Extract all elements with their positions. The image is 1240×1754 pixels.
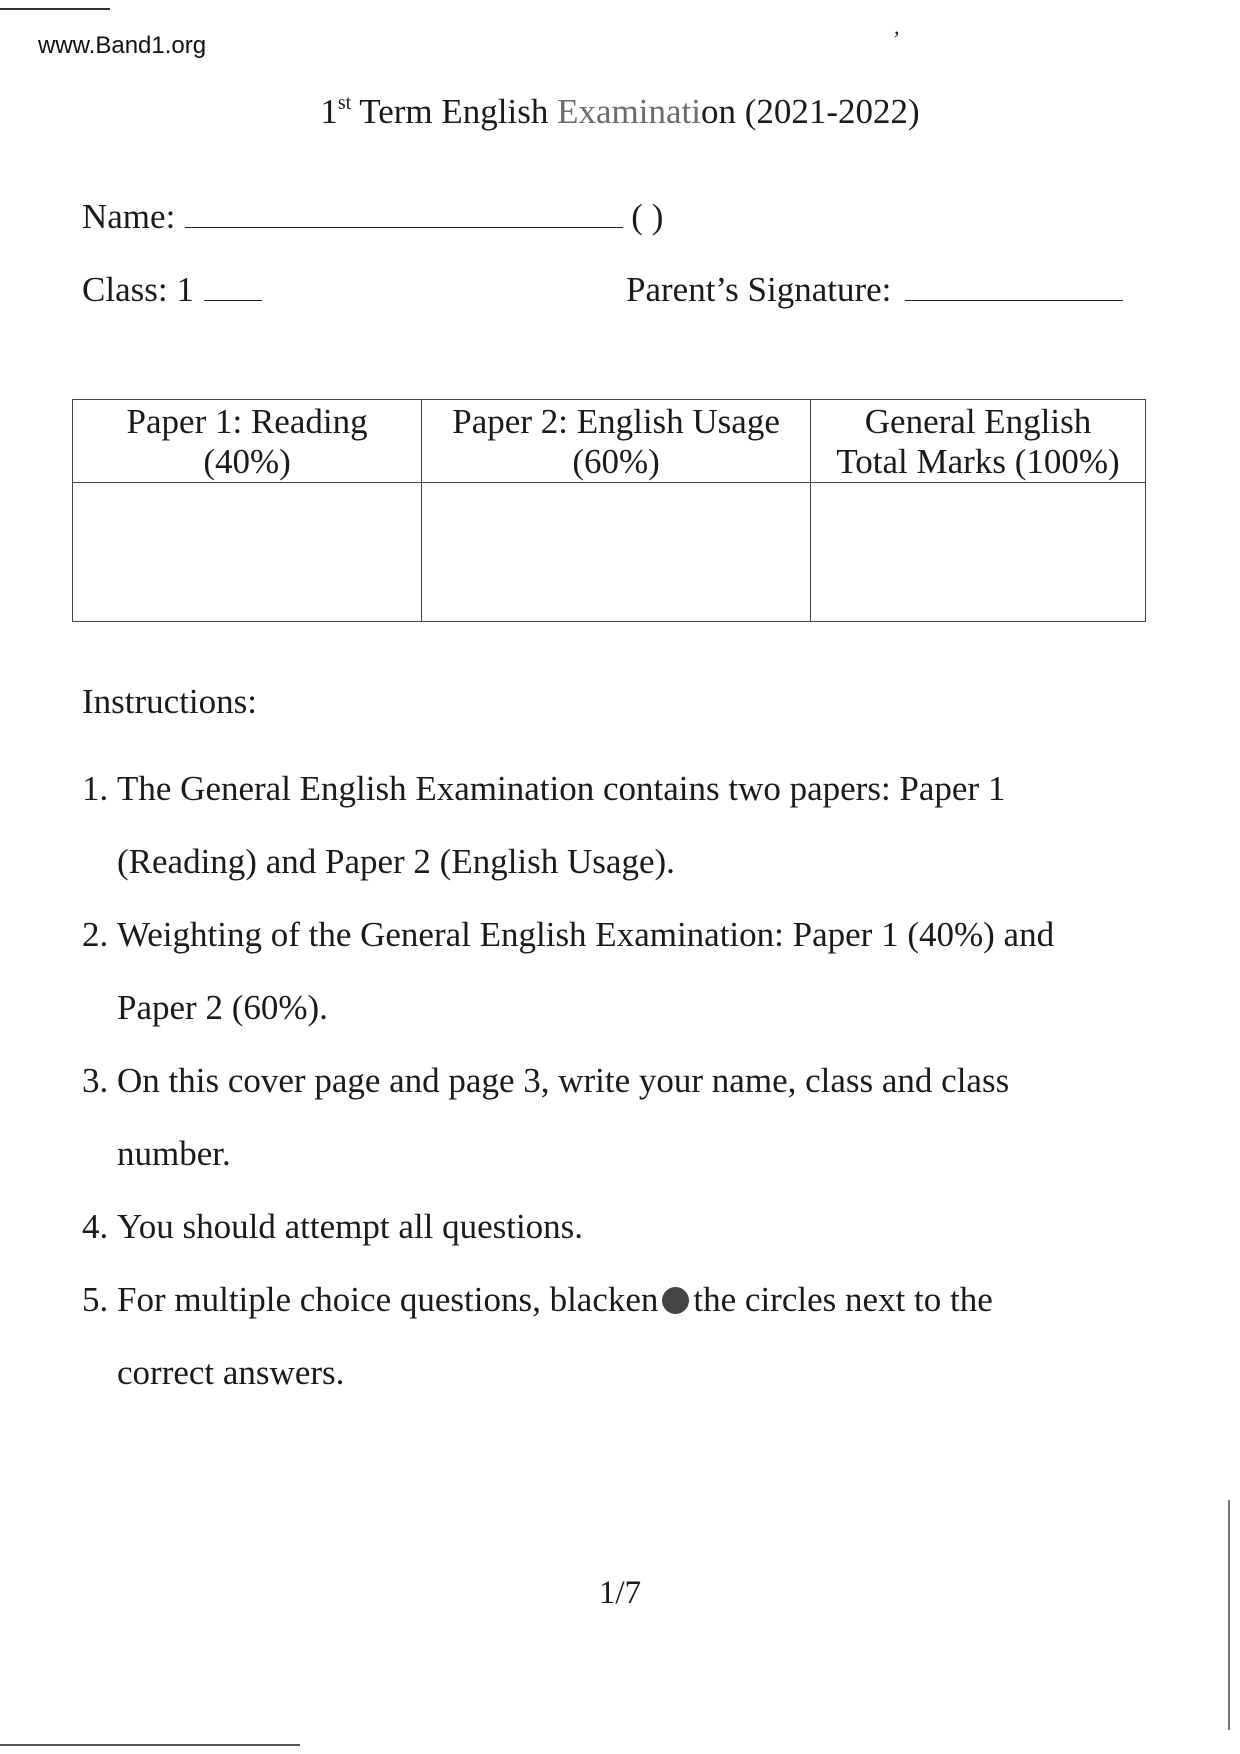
paper-1-header-line-1: Paper 1: Reading	[126, 402, 368, 441]
instruction-line: Weighting of the General English Examination: Paper 1 (40%) and	[117, 915, 1055, 954]
scan-edge-top	[0, 8, 110, 10]
total-score-cell[interactable]	[811, 483, 1146, 622]
title-part-1: Term English	[351, 92, 558, 131]
instruction-number: 1.	[82, 769, 109, 808]
site-url: www.Band1.org	[38, 32, 207, 59]
instruction-line: You should attempt all questions.	[117, 1207, 584, 1246]
instruction-item	[82, 1044, 1132, 1190]
scan-edge-bottom	[0, 1744, 300, 1746]
exam-title	[0, 92, 1240, 132]
instruction-item	[82, 1263, 1132, 1409]
total-marks-header-line-2: Total Marks (100%)	[836, 442, 1120, 481]
instruction-line: Paper 2 (60%).	[117, 988, 328, 1027]
instruction-line: correct answers.	[117, 1353, 345, 1392]
instructions-heading: Instructions:	[82, 682, 257, 721]
instruction-item	[82, 898, 1132, 1044]
class-number-paren[interactable]: ( )	[631, 197, 664, 236]
class-field-row	[82, 270, 262, 310]
instruction-item	[82, 1190, 1132, 1263]
scan-edge-right	[1228, 1500, 1230, 1730]
signature-label: Parent’s Signature:	[626, 270, 892, 309]
class-blank[interactable]	[204, 272, 262, 301]
instruction-number: 2.	[82, 915, 109, 954]
marks-table	[72, 399, 1146, 622]
name-blank[interactable]	[185, 199, 623, 228]
paper-2-header	[422, 400, 811, 483]
title-part-faded: Examinati	[557, 92, 701, 131]
paper-1-score-cell[interactable]	[73, 483, 422, 622]
class-label: Class: 1	[82, 270, 194, 309]
page-number: 1/7	[598, 1575, 642, 1611]
instruction-number: 3.	[82, 1061, 109, 1100]
filled-circle-icon	[662, 1287, 689, 1314]
instruction-number: 5.	[82, 1280, 109, 1319]
instruction-line: The General English Examination contains two papers: Paper 1	[117, 769, 1006, 808]
name-label: Name:	[82, 197, 176, 236]
instruction-line-before-bubble: For multiple choice questions, blacken	[117, 1280, 659, 1319]
signature-field-row	[626, 270, 1123, 310]
total-marks-header-line-1: General English	[864, 402, 1092, 441]
title-ordinal-suffix: st	[337, 92, 352, 114]
instruction-number: 4.	[82, 1207, 109, 1246]
total-marks-header	[811, 400, 1146, 483]
paper-1-header	[73, 400, 422, 483]
instruction-item	[82, 752, 1132, 898]
marks-table-header-row	[73, 400, 1146, 483]
instruction-line: (Reading) and Paper 2 (English Usage).	[117, 842, 675, 881]
instruction-list	[82, 752, 1132, 1409]
instruction-line: On this cover page and page 3, write your name, class and class	[117, 1061, 1010, 1100]
instruction-line: number.	[117, 1134, 231, 1173]
title-ordinal: 1	[320, 92, 338, 131]
marks-table-score-row	[73, 483, 1146, 622]
signature-blank[interactable]	[905, 272, 1123, 301]
name-field-row	[82, 197, 663, 237]
paper-2-score-cell[interactable]	[422, 483, 811, 622]
paper-2-header-line-2: (60%)	[572, 442, 660, 481]
paper-1-header-line-2: (40%)	[203, 442, 291, 481]
title-part-2: on (2021-2022)	[700, 92, 920, 131]
instruction-line-after-bubble: the circles next to the	[693, 1280, 993, 1319]
scan-speck: ,	[894, 14, 900, 39]
paper-2-header-line-1: Paper 2: English Usage	[452, 402, 780, 441]
